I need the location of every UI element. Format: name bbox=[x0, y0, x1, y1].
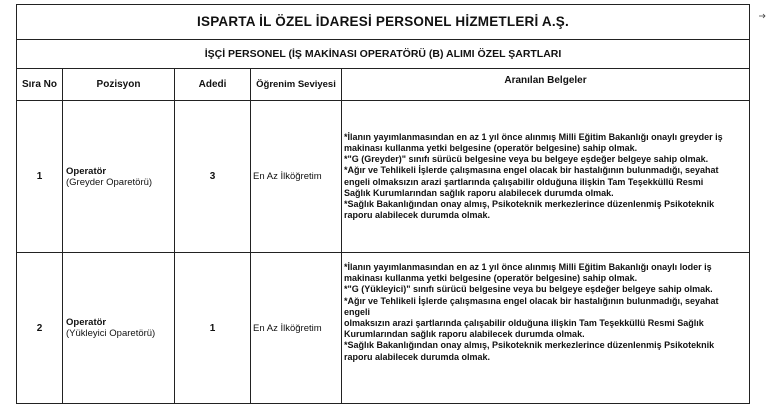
row1-belge-line: *İlanın yayımlanmasından en az 1 yıl önce alınmış Milli Eğitim Bakanlığı onaylı greyder iş bbox=[344, 131, 723, 142]
rule-bottom bbox=[16, 403, 750, 404]
row1-belge-line: raporu alabilecek durumda olmak. bbox=[344, 210, 491, 221]
row1-ogrenim: En Az İlköğretim bbox=[253, 171, 322, 182]
row2-belge-line: *Sağlık Bakanlığından onay almış, Psikoteknik merkezlerince düzenlenmiş Psikoteknik bbox=[344, 340, 715, 351]
row2-pozisyon-sub: (Yükleyici Oparetörü) bbox=[66, 328, 156, 339]
row2-belge-line: Kurumlarından sağlık raporu alabilecek durumda olmak. bbox=[344, 329, 585, 340]
row1-sira: 1 bbox=[36, 171, 43, 182]
arrow-icon bbox=[759, 13, 768, 19]
row1-pozisyon-title: Operatör bbox=[66, 165, 107, 177]
row2-ogrenim: En Az İlköğretim bbox=[253, 322, 322, 334]
row1-belge-line: Sağlık Kurumlarından sağlık raporu alabilecek durumda olmak. bbox=[344, 187, 614, 198]
row1-pozisyon bbox=[63, 101, 174, 252]
row2-belge-line: makinası kullanma yetki belgesine (operatör belgesine) sahip olmak. bbox=[344, 273, 638, 284]
row1-belgeler bbox=[342, 101, 749, 252]
row1-pozisyon-sub: (Greyder Oparetörü) bbox=[66, 176, 153, 188]
header-sira-no: Sıra No bbox=[21, 79, 57, 90]
row2-belge-line: *Ağır ve Tehlikeli İşlerde çalışmasına engel olacak bir hastalığının bulunmadığı, seyahat bbox=[344, 295, 719, 306]
row2-belge-line: *"G (Yükleyici)" sınıfı sürücü belgesine veya bu belgeye eşdeğer belgeye sahip olmak. bbox=[344, 284, 713, 295]
document-table bbox=[16, 4, 750, 404]
row2-belgeler bbox=[342, 253, 749, 403]
header-ogrenim-seviyesi: Öğrenim Seviyesi bbox=[256, 79, 336, 90]
row2-belge-line: olmaksızın arazi şartlarında çalışabilir olduğuna ilişkin Tam Teşekküllü Resmi Sağlık bbox=[344, 318, 704, 329]
row2-belge-line: *İlanın yayımlanmasından en az 1 yıl önce alınmış Milli Eğitim Bakanlığı onaylı loder iş bbox=[344, 262, 712, 272]
header-aranilan-belgeler: Aranılan Belgeler bbox=[504, 74, 587, 86]
row2-sira: 2 bbox=[36, 322, 43, 334]
row2-adedi: 1 bbox=[209, 322, 216, 334]
row2-pozisyon-title: Operatör bbox=[66, 317, 107, 328]
row1-belge-line: makinası kullanma yetki belgesine (operatör belgesine) sahip olmak. bbox=[344, 142, 638, 153]
header-pozisyon: Pozisyon bbox=[96, 79, 141, 90]
row2-belge-line: raporu alabilecek durumda olmak. bbox=[344, 351, 491, 362]
row1-belge-line: *Ağır ve Tehlikeli İşlerde çalışmasına engel olacak bir hastalığının bulunmadığı, seyahat bbox=[344, 165, 719, 176]
row1-belge-line: *Sağlık Bakanlığından onay almış, Psikoteknik merkezlerince düzenlenmiş Psikoteknik bbox=[344, 198, 715, 209]
header-adedi: Adedi bbox=[198, 79, 227, 90]
row1-adedi: 3 bbox=[209, 171, 216, 182]
row1-belge-line: engeli olmaksızın arazi şartlarında çalışabilir olduğuna ilişkin Tam Teşekküllü Resmi bbox=[344, 176, 704, 187]
row1-belge-line: *"G (Greyder)" sınıfı sürücü belgesine veya bu belgeye eşdeğer belgeye sahip olmak. bbox=[344, 154, 709, 165]
document-title: ISPARTA İL ÖZEL İDARESİ PERSONEL HİZMETLERİ A.Ş. bbox=[197, 13, 569, 29]
row2-belge-line: engeli bbox=[344, 306, 371, 317]
row2-pozisyon bbox=[63, 253, 174, 403]
document-subtitle: İŞÇİ PERSONEL (İŞ MAKİNASI OPERATÖRÜ (B) ALIMI ÖZEL ŞARTLARI bbox=[204, 48, 562, 60]
